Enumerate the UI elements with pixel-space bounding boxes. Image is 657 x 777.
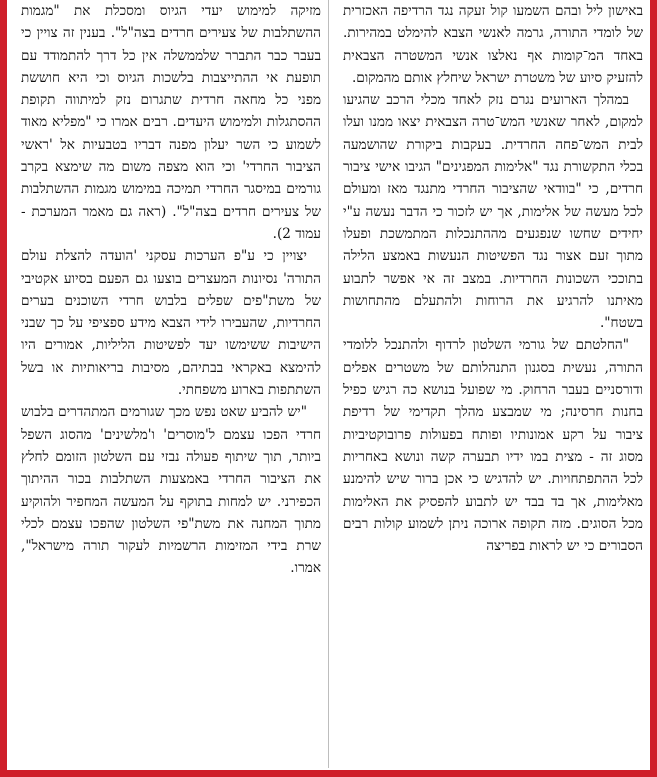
right-column	[343, 0, 643, 768]
newspaper-page	[7, 0, 650, 770]
left-paragraph-3: "יש להביע שאט נפש מכך שגורמים המתהדרים בלבוש חרדי הפכו עצמם ל'מוסרים' ו'מלשינים' מהסוג השפל ביותר, תוך שיתוף פעולה נבזי עם השלטון הזומם לחלץ את הציבור החרדי באמצעות השתלבות בכור ההיתוך הכפירני. יש למחות בתוקף על המעשה המחפיר ולהוקיע מתוך המחנה את משת"פי השלטון שהפכו עצמם לכלי שרת בידי המזימות הרשמיות לעקור תורה מישראל", אמרו.	[21, 404, 321, 577]
right-paragraph-1: באישון ליל ובהם השמעו קול זעקה נגד הרדיפה האכזרית של לומדי התורה, גרמה לאנשי הצבא להימלט במהירות. באחד המ־קומות אף נאלצו אנשי המשטרה הצבאית להזעיק סיוע של משטרת ישראל שיחלץ אותם מהמקום.	[343, 3, 643, 86]
left-paragraph-1: מזיקה למימוש יעדי הגיוס ומסכלת את "מגמות ההשתלבות של צעירים חרדים בצה"ל". בענין זה צויין כי בעבר כבר התברר שלממשלה אין כל דרך להתמודד עם תופעת אי ההתייצבות בלשכות הגיוס וכי היא חוששת מפני כל מחאה חרדית שתגרום נזק למיתווה תקופת ההסתגלות ולמימוש היעדים. רבים אמרו כי "מפליא מאוד לשמוע כי השר יעלון מפנה דבריו בטבעיות אל 'ראשי הציבור החרדי' וכי הוא מצפה משום מה שימצא בקרב גורמים במיסגר החרדי תמיכה במימוש מגמות ההשתלבות של צעירים חרדים בצה"ל". (ראה גם מאמר המערכת - עמוד 2).	[21, 3, 321, 242]
left-paragraph-2: יצויין כי ע"פ הערכות עסקני 'הועדה להצלת עולם התורה' נסיונות המעצרים בוצעו גם הפעם בסיוע אקטיבי של משת"פים שפלים בלבוש חרדי השוכנים בערים החרדיות, שהעבירו לידי הצבא מידע ספציפי על כך שבני הישיבות ששימשו יעד לפשיטות הליליות, אמורים היו להימצא באקראי בבתיהם, מסיבות בריאותיות או בשל השתתפות בארוע משפחתי.	[21, 248, 321, 399]
right-paragraph-2: במהלך הארועים נגרם נזק לאחד מכלי הרכב שהגיעו למקום, לאחר שאנשי המש־טרה הצבאית יצאו ממנו ועלו לבית המש־פחה החרדית. בעקבות ביקורת שהושמעה בכלי התקשורת נגד "אלימות המפגינים" הגיבו אישי ציבור חרדים, כי "בוודאי שהציבור החרדי מתנגד מאז ומעולם לכל מעשה של אלימות, אך יש לזכור כי הדבר נעשה ע"י יחידים שחשו שנפגעים מההתנכלות המתמשכת ופעלו מתוך זעם אצור נגד הפשיטות הנעשות באמצע הלילה בתוככי השכונות החרדיות. במצב זה אי אפשר לתבוע מאיתנו להרגיע את הרוחות ולהתעלם מהתחושות בשטח".	[343, 92, 643, 332]
column-divider	[328, 0, 329, 768]
right-paragraph-3: "החלטתם של גורמי השלטון לרדוף ולהתנכל ללומדי התורה, נעשית בסגנון התנהלותם של משטרים אפלים ודורסניים בעבר הרחוק. מי שפועל בנושא כה רגיש כפיל בחנות חרסינה; מי שמבצע מהלך תקדימי של רדיפת ציבור על רקע אמונותיו ופותח בפעולות פרובוקטיביות מסוג זה - מצית במו ידיו תבערה קשה ונושא באחריות לכל ההתפתחויות. יש להדגיש כי אכן ברור שיש להימנע מאלימות, אך בד בבד יש לתבוע להפסיק את האלימות מכל הסוגים. מזה תקופה ארוכה ניתן לשמוע קולות רבים הסבורים כי יש לראות בפריצה	[343, 337, 643, 555]
left-column	[21, 0, 321, 768]
